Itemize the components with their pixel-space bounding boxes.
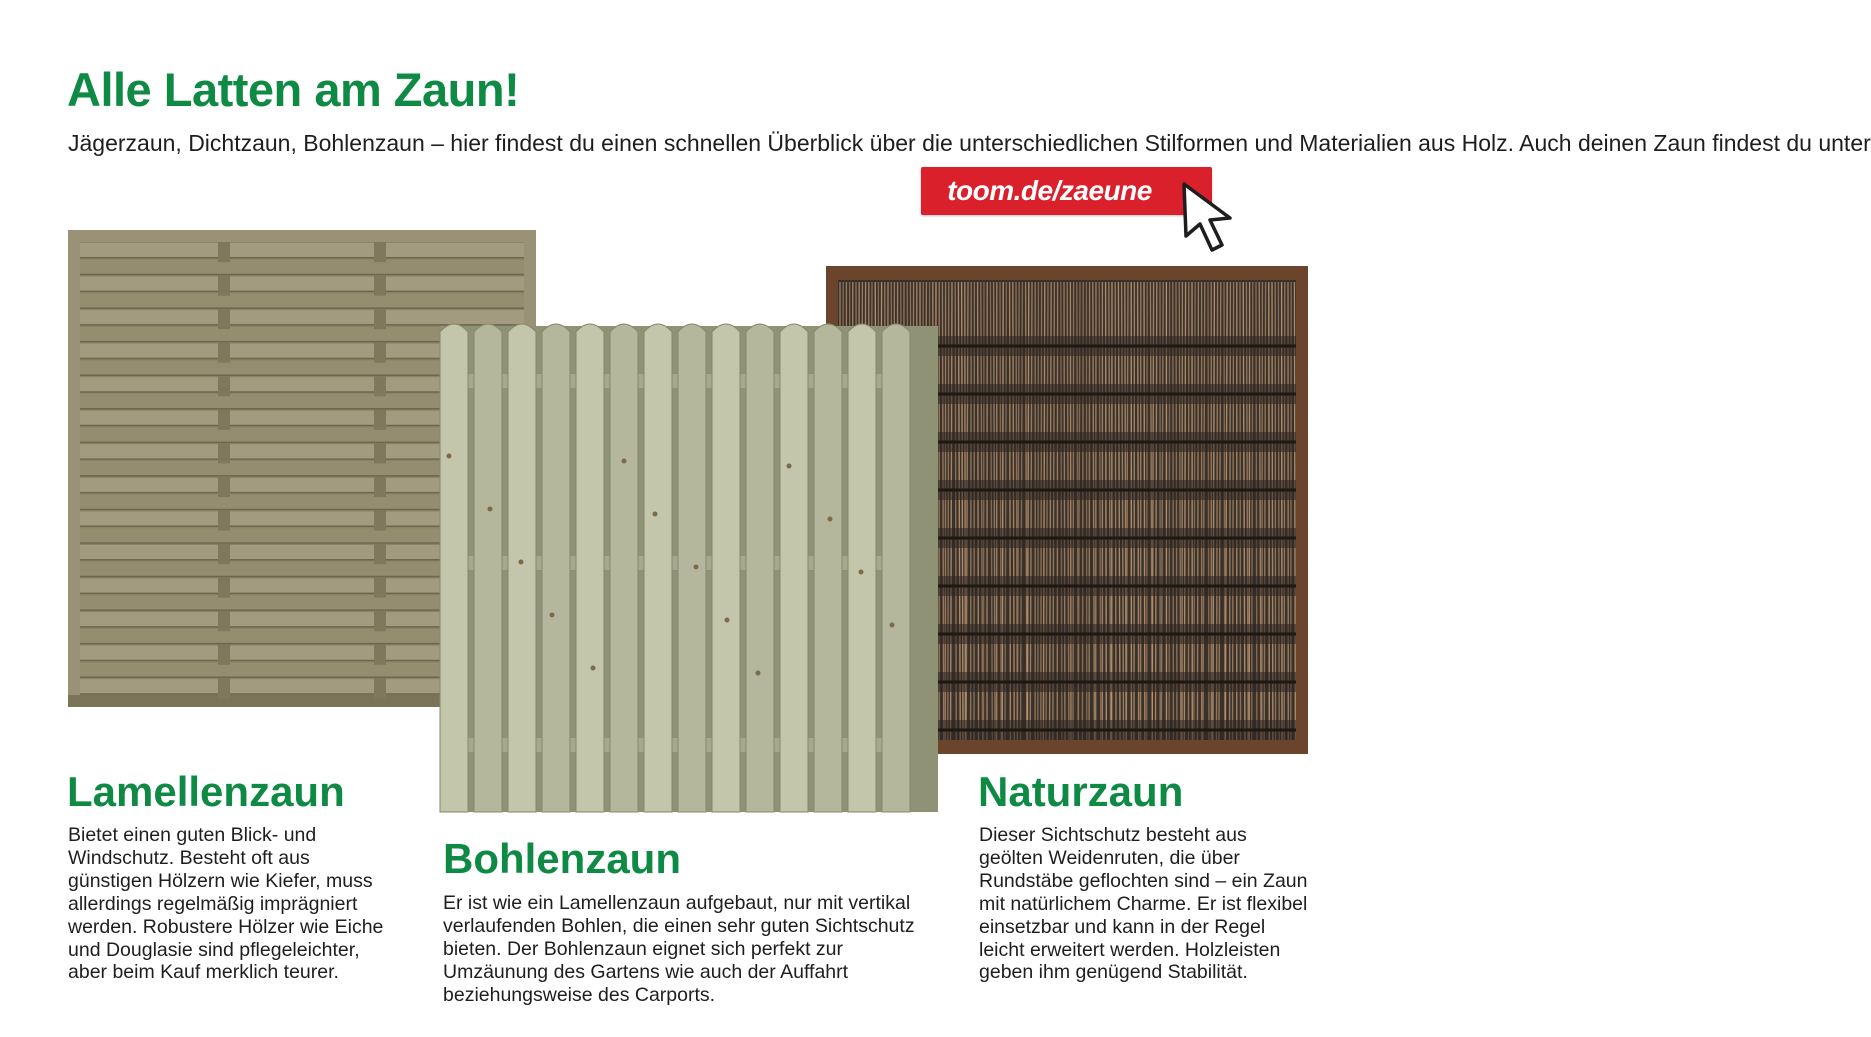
lamellenzaun-title: Lamellenzaun	[67, 768, 345, 815]
bohlenzaun-description: Er ist wie ein Lamellenzaun aufgebaut, nur mit vertikal verlaufenden Bohlen, die einen sehr guten Sichtschutz bieten. Der Bohlenzaun eignet sich perfekt zur Umzäunung des Gartens wie auch der Auffahrt beziehungsweise des Carports.	[443, 892, 915, 1006]
link-label: toom.de/zaeune	[947, 175, 1152, 206]
pointer-arrow-icon	[1176, 178, 1248, 258]
bohlenzaun-title: Bohlenzaun	[443, 835, 681, 882]
naturzaun-description: Dieser Sichtschutz besteht aus geölten Weidenruten, die über Rundstäbe geflochten sind – ein Zaun mit natürlichem Charme. Er ist flexibel einsetzbar und kann in der Regel leicht erweitert werden. Holzleisten geben ihm genügend Stabilität.	[979, 824, 1308, 984]
lamellenzaun-description: Bietet einen guten Blick- und Windschutz. Besteht oft aus günstigen Hölzern wie Kiefer, muss allerdings regelmäßig imprägniert werden. Robustere Hölzer wie Eiche und Douglasie sind pflegeleichter, aber beim Kauf merklich teurer.	[68, 824, 384, 984]
intro-text: Jägerzaun, Dichtzaun, Bohlenzaun – hier findest du einen schnellen Überblick über die unterschiedlichen Stilformen und Materialien aus Holz. Auch deinen Zaun findest du unter	[68, 130, 1871, 156]
naturzaun-title: Naturzaun	[978, 768, 1184, 815]
toom-zaeune-link[interactable]	[921, 167, 1212, 215]
bohlenzaun-image	[440, 316, 938, 812]
page-title: Alle Latten am Zaun!	[67, 63, 520, 116]
